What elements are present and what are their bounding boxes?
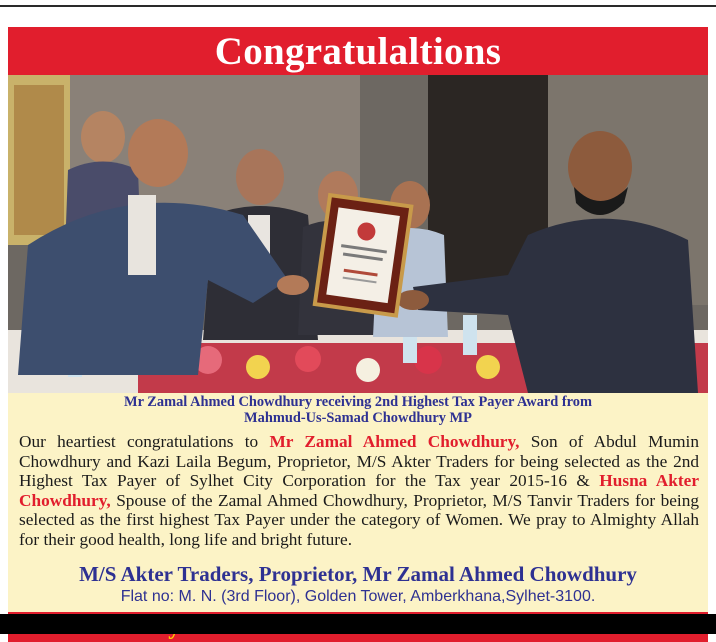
highlighted-name: Mr Zamal Ahmed Chowdhury, <box>269 432 520 451</box>
award-photo-illustration <box>8 75 708 393</box>
headline: Congratulaltions <box>214 29 502 73</box>
message-text: Our heartiest congratulations to <box>19 432 270 451</box>
company-line: M/S Akter Traders, Proprietor, Mr Zamal Ahmed Chowdhury <box>79 562 637 586</box>
bottom-band <box>0 614 716 634</box>
highlighted-name: Husna Akter Chowdhury, <box>19 471 699 510</box>
award-plaque <box>315 195 412 315</box>
top-rule <box>0 5 716 7</box>
award-photo <box>8 75 708 393</box>
message-text: Son of Abdul Mumin Chowdhury and Kazi Laila Begum, Proprietor, M/S Akter Traders for being selected as the 2nd Highest Tax Payer of Sylhet City Corporation for the Tax year 2015-16 & <box>19 432 699 491</box>
congratulation-message <box>19 432 699 550</box>
message-text: Spouse of the Zamal Ahmed Chowdhury, Proprietor, M/S Tanvir Traders for being selected as the first highest Tax Payer under the category of Women. We pray to Almighty Allah for their good health, long life and bright future. <box>19 490 699 549</box>
caption-line-2: Mahmud-Us-Samad Chowdhury MP <box>244 410 472 426</box>
photo-caption <box>8 394 708 426</box>
headline-bar <box>8 27 708 75</box>
caption-line-1: Mr Zamal Ahmed Chowdhury receiving 2nd Highest Tax Payer Award from <box>124 394 592 410</box>
advertisement <box>8 27 708 615</box>
address-line: Flat no: M. N. (3rd Floor), Golden Tower, Amberkhana,Sylhet-3100. <box>120 588 596 605</box>
